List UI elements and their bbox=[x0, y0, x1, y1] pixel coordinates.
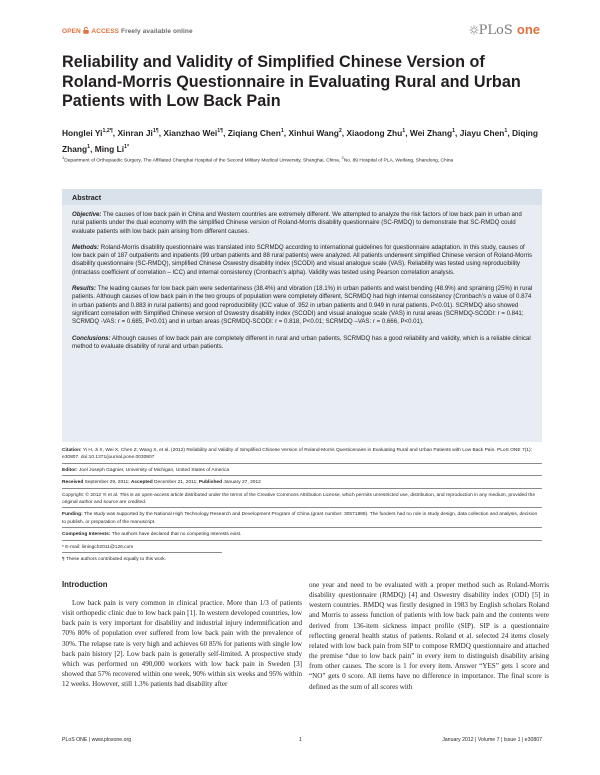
funding-label: Funding: bbox=[62, 512, 83, 518]
author-separator: , bbox=[283, 127, 289, 138]
abstract-results bbox=[72, 285, 534, 326]
corresponding-email[interactable]: * E-mail: limingch2011@126.com bbox=[62, 544, 134, 550]
author-4 bbox=[288, 128, 346, 138]
author-affil-sup: 1¶ bbox=[152, 128, 159, 134]
open-lock-icon bbox=[83, 27, 89, 34]
results-text: The leading causes for low back pain were sedentariness (38.4%) and vibration (18.1%) in urban patients and waist bending (48.9%) and spraining (25%) in rural patients. Although causes of low back pain in the two groups of population were completely different, SCRMDQ had high internal consistency (Cronbach’s α value of 0.874 in urban patients and 0.883 in rural patients) and good reproducibility (ICC value of .952 in urban patients and 0.949 in rural patients, P<0.01). SCRMDQ also showed significant correlation with Simplified Chinese version of Oswestry disability index (SCODI) and visual analogue scale (VAS) in rural areas (SCRMDQ-SCODI: r = 0.841; SCRMDQ -VAS: r = 0.685, P<0.01) and in urban areas (SCRMDQ-SCODI: r = 0.818, P<0.01; SCRMDQ –VAS: r = 0.666, P<0.01). bbox=[72, 285, 533, 326]
divider bbox=[62, 475, 542, 476]
footer-journal-url[interactable]: PLoS ONE | www.plosone.org bbox=[62, 737, 132, 743]
equal-contribution-note: ¶ These authors contributed equally to this work. bbox=[62, 557, 167, 563]
copyright: Copyright: © 2012 Yi et al. This is an open-access article distributed under the terms of the Creative Commons Attribution License, which permits unrestricted use, distribution, and reproduction in any medium, provided the original author and source are credited. bbox=[62, 492, 536, 506]
received-text: September 29, 2011; bbox=[83, 480, 131, 486]
abstract-box bbox=[62, 189, 542, 442]
methods-label: Methods: bbox=[72, 243, 100, 251]
author-separator: , bbox=[112, 127, 118, 138]
author-affil-sup: 1¶ bbox=[217, 128, 224, 134]
author-name: Xiaodong Zhu bbox=[346, 127, 403, 138]
divider bbox=[62, 507, 542, 508]
author-separator: , bbox=[455, 127, 460, 138]
editor-label: Editor: bbox=[62, 467, 78, 473]
affiliations bbox=[62, 154, 542, 166]
abstract-conclusions bbox=[72, 335, 534, 352]
journal-logo bbox=[469, 22, 540, 38]
divider bbox=[62, 540, 542, 541]
author-affil-sup: 1 bbox=[87, 144, 91, 151]
journal-header bbox=[62, 22, 542, 42]
citation-text[interactable]: Yi H, Ji X, Wei X, Chen Z, Wang X, et al. (2012) Reliability and Validity of Simplified Chinese Version of Roland-Morris Questionnaire in Evaluating Rural and Urban Patients with Low Back Pain. PLoS ONE 7(1): e30807. doi:10.1371/journal.pone.0030807 bbox=[62, 448, 532, 461]
published-text: January 27, 2012 bbox=[222, 480, 261, 486]
funding-text: The study was supported by the National High Technology Research and Development Program of China (grant number: 30571888). The funders had no role in study design, data collection and analysis, decision to publish, or preparation of the manuscript. bbox=[62, 512, 538, 525]
author-separator: , bbox=[405, 127, 410, 138]
author-name: Xinhui Wang bbox=[288, 127, 339, 138]
conclusions-text: Although causes of low back pain are completely different in rural and urban patients, SCRMDQ has a good reliability and validity, which is a reliable clinical method to evaluate disability of rural and urban patients. bbox=[72, 334, 531, 350]
abstract-heading: Abstract bbox=[72, 193, 102, 202]
author-affil-sup: 1 bbox=[402, 128, 406, 134]
author-name: Wei Zhang bbox=[409, 127, 453, 138]
body-column-left bbox=[62, 598, 302, 689]
author-9 bbox=[95, 144, 129, 154]
divider bbox=[62, 488, 542, 489]
author-separator: , bbox=[223, 127, 228, 138]
author-separator: , bbox=[158, 127, 164, 138]
page-footer bbox=[62, 737, 542, 747]
abstract-objective bbox=[72, 211, 534, 236]
abstract-body bbox=[72, 211, 534, 359]
conclusions-label: Conclusions: bbox=[72, 334, 111, 342]
divider bbox=[62, 527, 542, 528]
plos-sun-icon bbox=[469, 25, 479, 35]
author-list bbox=[62, 124, 542, 157]
author-3 bbox=[228, 128, 289, 138]
editor bbox=[62, 467, 542, 474]
author-name: Jiayu Chen bbox=[459, 127, 505, 138]
dates bbox=[62, 479, 542, 486]
intro-paragraph-1: Low back pain is very common in clinical practice. More than 1/3 of patients visit orthopedic clinic due to low back pain [1]. In western developed countries, low back pain is very important for disability and industrial injury indemnification and 70% 80% of population ever suffered from low back pain with the prevalence of 30%. The relapse rate is very high and achieves 60 85% for patients with single low back pain history [2]. Low back pain is generally self-limited. A prospective study which was performed on 490,000 workers with low back pain in Sweden [3] showed that 57% recovered within one week, 90% within six weeks and 95% within 12 weeks. However, still 1.3% patients had disability after bbox=[62, 599, 302, 689]
author-5 bbox=[346, 128, 409, 138]
competing-label: Competing Interests: bbox=[62, 532, 111, 538]
author-affil-sup: 2 bbox=[338, 128, 342, 134]
editor-text: Joel Joseph Gagnier, University of Michigan, United States of America bbox=[77, 467, 230, 473]
author-name: Xianzhao Wei bbox=[163, 127, 218, 138]
author-affil-sup: 1 bbox=[280, 128, 284, 134]
affil-sup-1: 1 bbox=[62, 155, 65, 160]
footer-issue-info: January 2012 | Volume 7 | Issue 1 | e30807 bbox=[442, 737, 542, 743]
abstract-methods bbox=[72, 244, 534, 277]
author-separator: , bbox=[90, 144, 95, 155]
open-access-badge bbox=[62, 27, 193, 35]
open-access-label: OPEN bbox=[62, 28, 81, 35]
citation-label: Citation: bbox=[62, 448, 82, 453]
logo-plos: PLoS bbox=[478, 23, 513, 38]
page-number: 1 bbox=[299, 737, 302, 743]
author-affil-sup: 1* bbox=[124, 144, 130, 151]
published-label: Published bbox=[198, 480, 223, 486]
author-affil-sup: 1 bbox=[452, 128, 456, 134]
body-column-right bbox=[309, 580, 549, 692]
affil-1: Department of Orthopaedic Surgery, The Affiliated Changhai Hospital of the Second Military Medical University, Shanghai, China, bbox=[64, 158, 342, 164]
freely-available-label: Freely available online bbox=[121, 28, 193, 35]
objective-label: Objective: bbox=[72, 211, 102, 218]
divider bbox=[62, 552, 222, 553]
methods-text: Roland-Morris disability questionnaire was translated into SCRMDQ according to international guidelines for questionnaire adaptation. In this study, causes of low back pain of 187 outpatients and inpatients (99 urban patients and 88 rural patients) were analyzed. All patients underwent simplified Chinese version of Roland-Morris disability questionnaire (SC-RMDQ), simplified Chinese Oswestry disability index (SCODI) and visual analogue scale (VAS). Reliability was tested using reproducibility (intraclass coefficient of correlation – ICC) and internal consistency (Cronbach’s alpha). Validity was tested using Pearson correlation analysis. bbox=[72, 243, 533, 276]
article-title: Reliability and Validity of Simplified Chinese Version of Roland-Morris Questionnaire in Evaluating Rural and Urban Patients with Low Back Pain bbox=[62, 53, 521, 110]
results-label: Results: bbox=[72, 285, 97, 293]
competing-interests bbox=[62, 531, 542, 538]
article-metadata bbox=[62, 447, 542, 563]
author-name: Ziqiang Chen bbox=[227, 127, 281, 138]
intro-paragraph-2: one year and need to be evaluated with a proper method such as Roland-Morris disability questionnaire (RMDQ) [4] and Oswestry disability index (ODI) [5] in western countries. RMDQ was firstly designed in 1983 by English scholars Roland and Morris to assess function of patients with low back pain and the contents were derived from 136-item sickness impact profile (SIP). SIP is a questionnaire reflecting general health status of patients. Roland et al. selected 24 items closely related with low back pain from SIP to compose RMDQ questionnaire and attached the premise “due to low back pain” in every item to distinguish disability arising from other causes. The score is 1 for every item. Answer “YES” gets 1 score and “NO” gets 0 score. All items have no difference in importance. The final score is defined as the sum of all scores with bbox=[309, 581, 549, 691]
access-label: ACCESS bbox=[91, 28, 120, 35]
objective-text: The causes of low back pain in China and Western countries are extremely different. We attempted to analyze the risk factors of low back pain in urban and rural patients under the dual economy with the simplified Chinese version of Roland-Morris disability questionnaire (SC-RMDQ) to demonstrate that SC-RMDQ could evaluate patients with low back pain arising from different causes. bbox=[72, 211, 522, 235]
author-6 bbox=[410, 128, 460, 138]
author-separator: , bbox=[341, 127, 347, 138]
author-affil-sup: 1 bbox=[504, 128, 508, 134]
affil-sup-2: 2 bbox=[341, 155, 344, 160]
accepted-text: December 21, 2011; bbox=[152, 480, 199, 486]
author-name: Diqing Zhang bbox=[62, 127, 539, 155]
author-2 bbox=[163, 128, 227, 138]
author-1 bbox=[117, 128, 163, 138]
funding bbox=[62, 511, 542, 526]
competing-text: The authors have declared that no competing interests exist. bbox=[110, 532, 242, 538]
logo-one: one bbox=[516, 22, 540, 37]
author-0 bbox=[62, 128, 117, 138]
abstract-header-band bbox=[62, 189, 542, 205]
author-affil-sup: 1,2¶ bbox=[102, 128, 113, 134]
affil-2: No. 89 Hospital of PLA, Weifang, Shandong, China bbox=[343, 158, 454, 164]
introduction-heading: Introduction bbox=[62, 580, 108, 589]
received-label: Received bbox=[62, 480, 84, 486]
author-name: Xinran Ji bbox=[117, 127, 153, 138]
citation bbox=[62, 447, 542, 462]
author-name: Honglei Yi bbox=[62, 127, 103, 138]
accepted-label: Accepted bbox=[130, 480, 153, 486]
author-name: Ming Li bbox=[94, 144, 125, 155]
author-separator: , bbox=[507, 127, 512, 138]
divider bbox=[62, 463, 542, 464]
author-7 bbox=[460, 128, 512, 138]
